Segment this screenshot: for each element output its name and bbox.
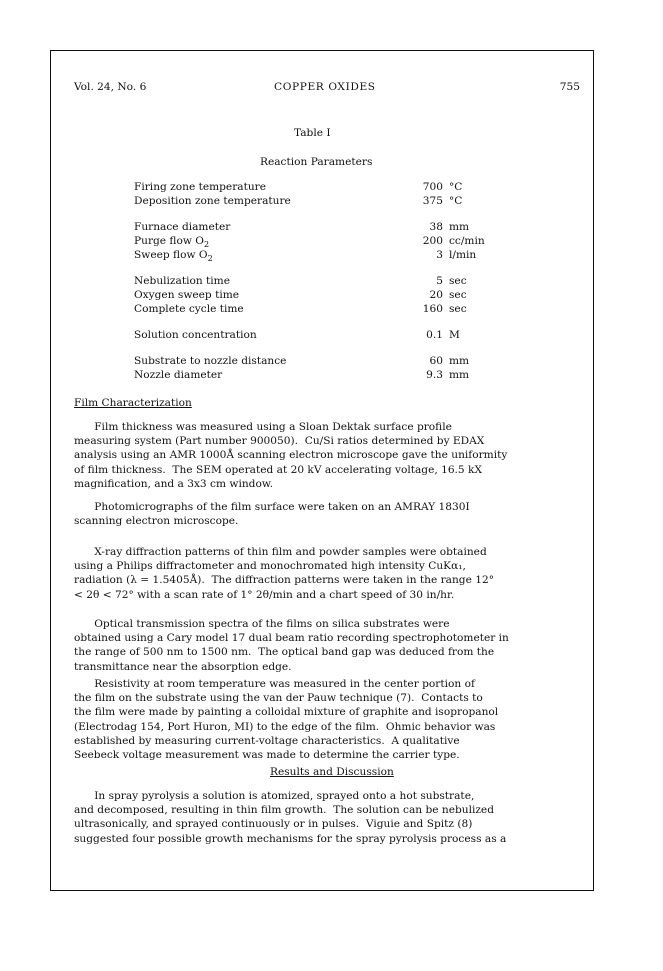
text-line: obtained using a Cary model 17 dual beam ratio recording spectrophotometer in [74, 632, 509, 645]
parameter-value: 60 [429, 355, 443, 367]
parameter-label-text: Substrate to nozzle distance [134, 355, 287, 367]
paragraph [74, 545, 594, 602]
parameter-label-text: Complete cycle time [134, 303, 244, 315]
text-line: the film on the substrate using the van der Pauw technique (7). Contacts to [74, 692, 483, 705]
reaction-parameters-table [134, 180, 534, 382]
text-line: magnification, and a 3x3 cm window. [74, 477, 274, 490]
parameter-label [134, 302, 244, 316]
parameter-value: 38 [429, 221, 443, 233]
subscript: 2 [207, 254, 213, 263]
parameter-value: 375 [422, 195, 443, 207]
parameter-label-text: Deposition zone temperature [134, 195, 291, 207]
text-line: In spray pyrolysis a solution is atomized, sprayed onto a hot substrate, [74, 790, 475, 802]
table-group-gap [134, 208, 534, 220]
journal-volume: Vol. 24, No. 6 [74, 81, 147, 93]
parameter-label-text: Firing zone temperature [134, 181, 266, 193]
table-title: Table I [294, 127, 331, 139]
paragraph [74, 789, 594, 846]
text-line: Photomicrographs of the film surface were taken on an AMRAY 1830I [74, 501, 470, 513]
table-row [134, 194, 534, 208]
parameter-label [134, 328, 257, 342]
table-row [134, 220, 534, 234]
parameter-unit: mm [449, 355, 470, 367]
table-row [134, 180, 534, 194]
table-row [134, 354, 534, 368]
text-line: measuring system (Part number 900050). Cu/Si ratios determined by EDAX [74, 435, 485, 448]
paragraph [74, 617, 594, 674]
parameter-value: 5 [436, 275, 443, 287]
table-row [134, 302, 534, 316]
parameter-label-text: Oxygen sweep time [134, 289, 240, 301]
text-line: X-ray diffraction patterns of thin film and powder samples were obtained [74, 546, 487, 558]
subscript: 2 [204, 240, 210, 249]
parameter-label-text: Nebulization time [134, 275, 230, 287]
parameter-unit: cc/min [449, 235, 485, 247]
parameter-unit: sec [449, 289, 467, 301]
parameter-label [134, 354, 286, 368]
table-row [134, 248, 534, 262]
text-line: Optical transmission spectra of the films on silica substrates were [74, 618, 450, 630]
parameter-label [134, 368, 222, 382]
parameter-label-text: Furnace diameter [134, 221, 231, 233]
parameter-unit: °C [449, 181, 463, 193]
parameter-label [134, 274, 230, 288]
parameter-unit: sec [449, 303, 467, 315]
page-content [74, 80, 594, 845]
table-row [134, 368, 534, 382]
parameter-unit: M [449, 329, 460, 341]
parameter-label-text: Nozzle diameter [134, 369, 223, 381]
parameter-unit: mm [449, 369, 470, 381]
parameter-value: 20 [429, 289, 443, 301]
text-line: the range of 500 nm to 1500 nm. The optical band gap was deduced from the [74, 646, 495, 659]
parameter-label [134, 248, 213, 262]
text-line: scanning electron microscope. [74, 515, 239, 528]
table-row [134, 274, 534, 288]
running-header [74, 80, 594, 94]
paragraph [74, 420, 594, 491]
parameter-label [134, 234, 209, 248]
parameter-value: 160 [422, 303, 443, 315]
page-number: 755 [559, 81, 580, 93]
text-line: suggested four possible growth mechanisms for the spray pyrolysis process as a [74, 832, 507, 845]
section-heading-results: Results and Discussion [270, 766, 394, 778]
text-line: transmittance near the absorption edge. [74, 660, 292, 673]
table-caption: Reaction Parameters [260, 156, 373, 168]
table-row [134, 328, 534, 342]
text-line: using a Philips diffractometer and monochromated high intensity CuKα₁, [74, 560, 466, 573]
section-heading-film-characterization: Film Characterization [74, 397, 192, 409]
parameter-label [134, 288, 239, 302]
text-line: ultrasonically, and sprayed continuously or in pulses. Viguie and Spitz (8) [74, 818, 473, 831]
text-line: Film thickness was measured using a Sloan Dektak surface profile [74, 421, 452, 433]
text-line: < 2θ < 72° with a scan rate of 1° 2θ/min and a chart speed of 30 in/hr. [74, 588, 455, 601]
parameter-label-text: Purge flow O [134, 235, 204, 247]
parameter-unit: mm [449, 221, 470, 233]
parameter-value: 0.1 [426, 329, 443, 341]
text-line: (Electrodag 154, Port Huron, MI) to the edge of the film. Ohmic behavior was [74, 720, 496, 733]
text-line: radiation (λ = 1.5405Å). The diffraction patterns were taken in the range 12° [74, 574, 494, 587]
parameter-label [134, 220, 230, 234]
text-line: Resistivity at room temperature was measured in the center portion of [74, 678, 475, 690]
paragraph [74, 500, 594, 528]
table-group-gap [134, 262, 534, 274]
table-row [134, 234, 534, 248]
text-line: analysis using an AMR 1000Å scanning electron microscope gave the uniformity [74, 449, 508, 462]
parameter-unit: °C [449, 195, 463, 207]
parameter-value: 3 [436, 249, 443, 261]
text-line: Seebeck voltage measurement was made to determine the carrier type. [74, 749, 460, 762]
parameter-unit: sec [449, 275, 467, 287]
parameter-value: 200 [422, 235, 443, 247]
table-group-gap [134, 342, 534, 354]
text-line: the film were made by painting a colloidal mixture of graphite and isopropanol [74, 706, 499, 719]
text-line: and decomposed, resulting in thin film growth. The solution can be nebulized [74, 804, 494, 817]
parameter-label-text: Sweep flow O [134, 249, 208, 261]
table-group-gap [134, 316, 534, 328]
parameter-label [134, 180, 266, 194]
table-row [134, 288, 534, 302]
running-title: COPPER OXIDES [274, 81, 376, 93]
parameter-value: 700 [422, 181, 443, 193]
parameter-unit: l/min [449, 249, 477, 261]
text-line: established by measuring current-voltage characteristics. A qualitative [74, 734, 460, 747]
paragraph [74, 677, 594, 762]
text-line: of film thickness. The SEM operated at 20 kV accelerating voltage, 16.5 kX [74, 463, 482, 476]
parameter-value: 9.3 [426, 369, 443, 381]
parameter-label-text: Solution concentration [134, 329, 257, 341]
parameter-label [134, 194, 291, 208]
